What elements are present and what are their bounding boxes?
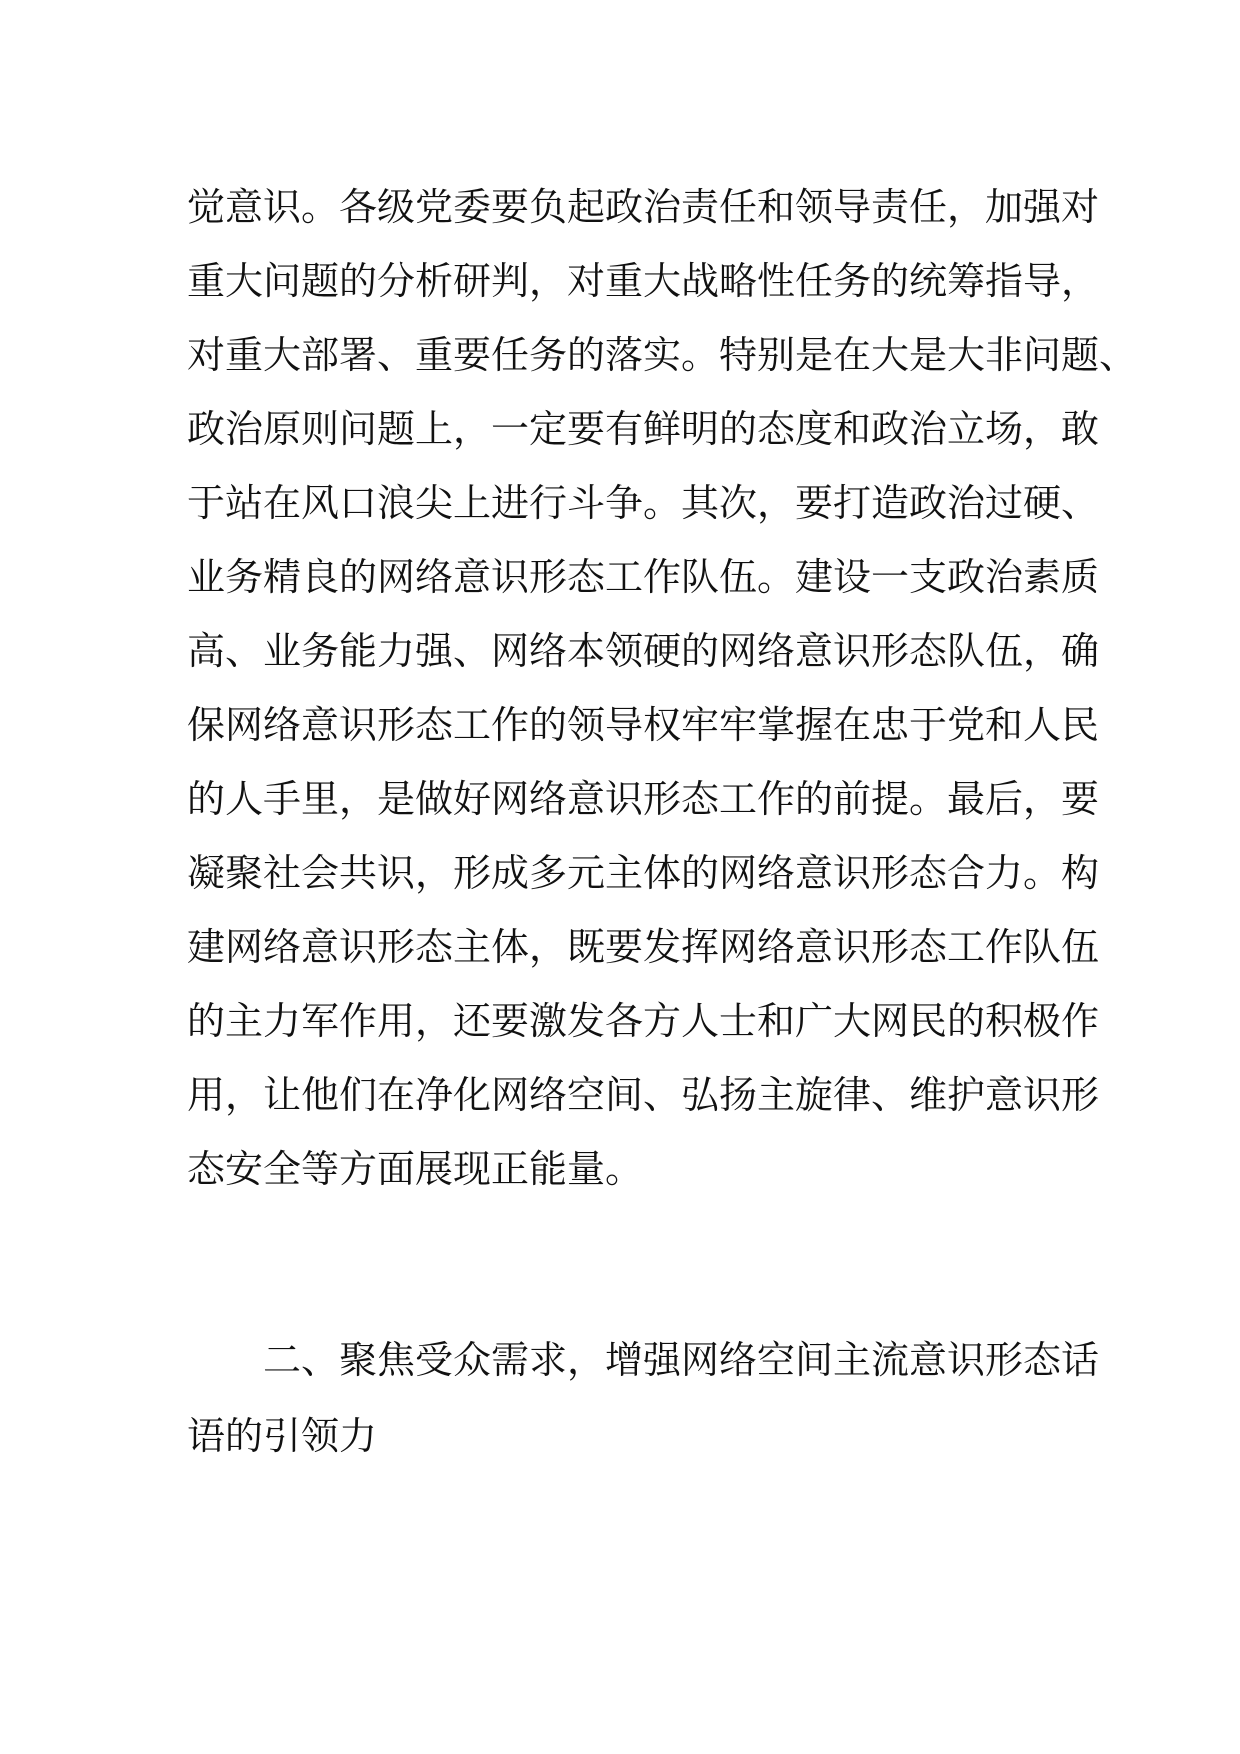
paragraph-line: 建网络意识形态主体，既要发挥网络意识形态工作队伍 — [187, 925, 1100, 969]
paragraph-line: 政治原则问题上，一定要有鲜明的态度和政治立场，敢 — [187, 407, 1100, 451]
paragraph-line: 凝聚社会共识，形成多元主体的网络意识形态合力。构 — [187, 851, 1100, 895]
body-paragraph — [187, 170, 1138, 1206]
paragraph-line: 于站在风口浪尖上进行斗争。其次，要打造政治过硬、 — [187, 481, 1100, 525]
section-heading-line-2: 语的引领力 — [187, 1414, 378, 1458]
paragraph-line: 用，让他们在净化网络空间、弘扬主旋律、维护意识形 — [187, 1073, 1100, 1117]
paragraph-line: 态安全等方面展现正能量。 — [187, 1147, 644, 1191]
paragraph-line: 觉意识。各级党委要负起政治责任和领导责任，加强对 — [187, 185, 1100, 229]
section-heading-line-1: 二、聚焦受众需求，增强网络空间主流意识形态话 — [263, 1338, 1100, 1382]
paragraph-line: 高、业务能力强、网络本领硬的网络意识形态队伍，确 — [187, 629, 1100, 673]
paragraph-line: 业务精良的网络意识形态工作队伍。建设一支政治素质 — [187, 555, 1100, 599]
paragraph-line: 保网络意识形态工作的领导权牢牢掌握在忠于党和人民 — [187, 703, 1100, 747]
paragraph-line: 重大问题的分析研判，对重大战略性任务的统筹指导， — [187, 259, 1100, 303]
paragraph-line: 的人手里，是做好网络意识形态工作的前提。最后，要 — [187, 777, 1100, 821]
paragraph-line: 的主力军作用，还要激发各方人士和广大网民的积极作 — [187, 999, 1100, 1043]
section-heading — [187, 1322, 1100, 1474]
paragraph-line: 对重大部署、重要任务的落实。特别是在大是大非问题、 — [187, 333, 1138, 377]
